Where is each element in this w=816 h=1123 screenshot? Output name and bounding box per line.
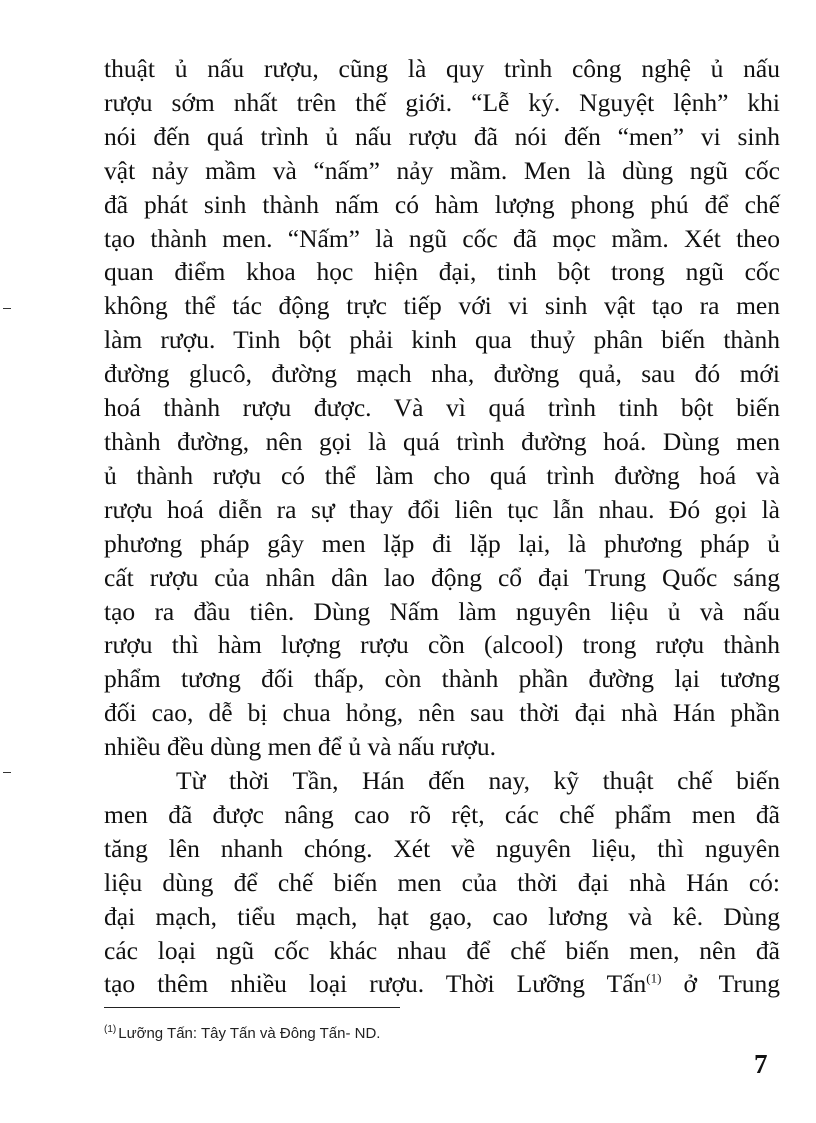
text-line: thành đường, nên gọi là quá trình đường hoá. Dùng men [104,426,780,456]
text-line: thuật ủ nấu rượu, cũng là quy trình công nghệ ủ nấu [104,54,780,83]
text-line: Từ thời Tần, Hán đến nay, kỹ thuật chế biến [176,766,780,796]
text-line: liệu dùng để chế biến men của thời đại nhà Hán có: [104,867,780,897]
text-line: hoá thành rượu được. Và vì quá trình tinh bột biến [104,393,780,423]
footnote-divider [104,1007,400,1008]
text-line: các loại ngũ cốc khác nhau để chế biến men, nên đã [104,935,780,965]
text-line: rượu sớm nhất trên thế giới. “Lễ ký. Nguyệt lệnh” khi [104,87,780,117]
text-line: tăng lên nhanh chóng. Xét về nguyên liệu, thì nguyên [104,833,780,863]
text-segment: tạo thêm nhiều loại rượu. Thời Lưỡng Tấn [104,969,647,999]
text-line: không thể tác động trực tiếp với vi sinh vật tạo ra men [104,291,780,321]
text-line: đại mạch, tiểu mạch, hạt gạo, cao lương và kê. Dùng [104,901,780,931]
text-line: cất rượu của nhân dân lao động cổ đại Trung Quốc sáng [104,562,780,592]
text-line: nói đến quá trình ủ nấu rượu đã nói đến “men” vi sinh [104,121,780,151]
text-line: đã phát sinh thành nấm có hàm lượng phong phú để chế [104,189,780,219]
footnote-reference: (1) [646,970,662,986]
text-line-with-footnote-ref [104,967,780,1001]
text-line: men đã được nâng cao rõ rệt, các chế phẩm men đã [104,799,780,829]
text-line: đường glucô, đường mạch nha, đường quả, sau đó mới [104,359,780,389]
text-line: làm rượu. Tinh bột phải kinh qua thuỷ phân biến thành [104,325,780,355]
text-line: quan điểm khoa học hiện đại, tinh bột trong ngũ cốc [104,257,780,287]
margin-mark [3,308,11,309]
margin-mark [3,772,11,773]
text-line: nhiều đều dùng men để ủ và nấu rượu. [104,732,497,762]
text-line: đối cao, dễ bị chua hỏng, nên sau thời đại nhà Hán phần [104,698,780,728]
text-line: vật nảy mầm và “nấm” nảy mầm. Men là dùng ngũ cốc [104,155,780,185]
footnote [104,1024,380,1042]
footnote-text: Lưỡng Tấn: Tây Tấn và Đông Tấn- ND. [118,1025,381,1042]
text-line: tạo thành men. “Nấm” là ngũ cốc đã mọc mầm. Xét theo [104,223,780,253]
text-line: ủ thành rượu có thể làm cho quá trình đường hoá và [104,460,780,490]
text-line: tạo ra đầu tiên. Dùng Nấm làm nguyên liệu ủ và nấu [104,596,780,626]
footnote-marker: (1) [104,1024,117,1035]
text-line: phương pháp gây men lặp đi lặp lại, là phương pháp ủ [104,528,780,558]
text-line: rượu thì hàm lượng rượu cồn (alcool) trong rượu thành [104,630,780,660]
text-line: rượu hoá diễn ra sự thay đổi liên tục lẫn nhau. Đó gọi là [104,494,780,524]
page-number: 7 [754,1049,768,1079]
text-line: phẩm tương đối thấp, còn thành phần đường lại tương [104,664,780,694]
body-text [104,52,780,1001]
text-segment: ở Trung [661,969,780,999]
